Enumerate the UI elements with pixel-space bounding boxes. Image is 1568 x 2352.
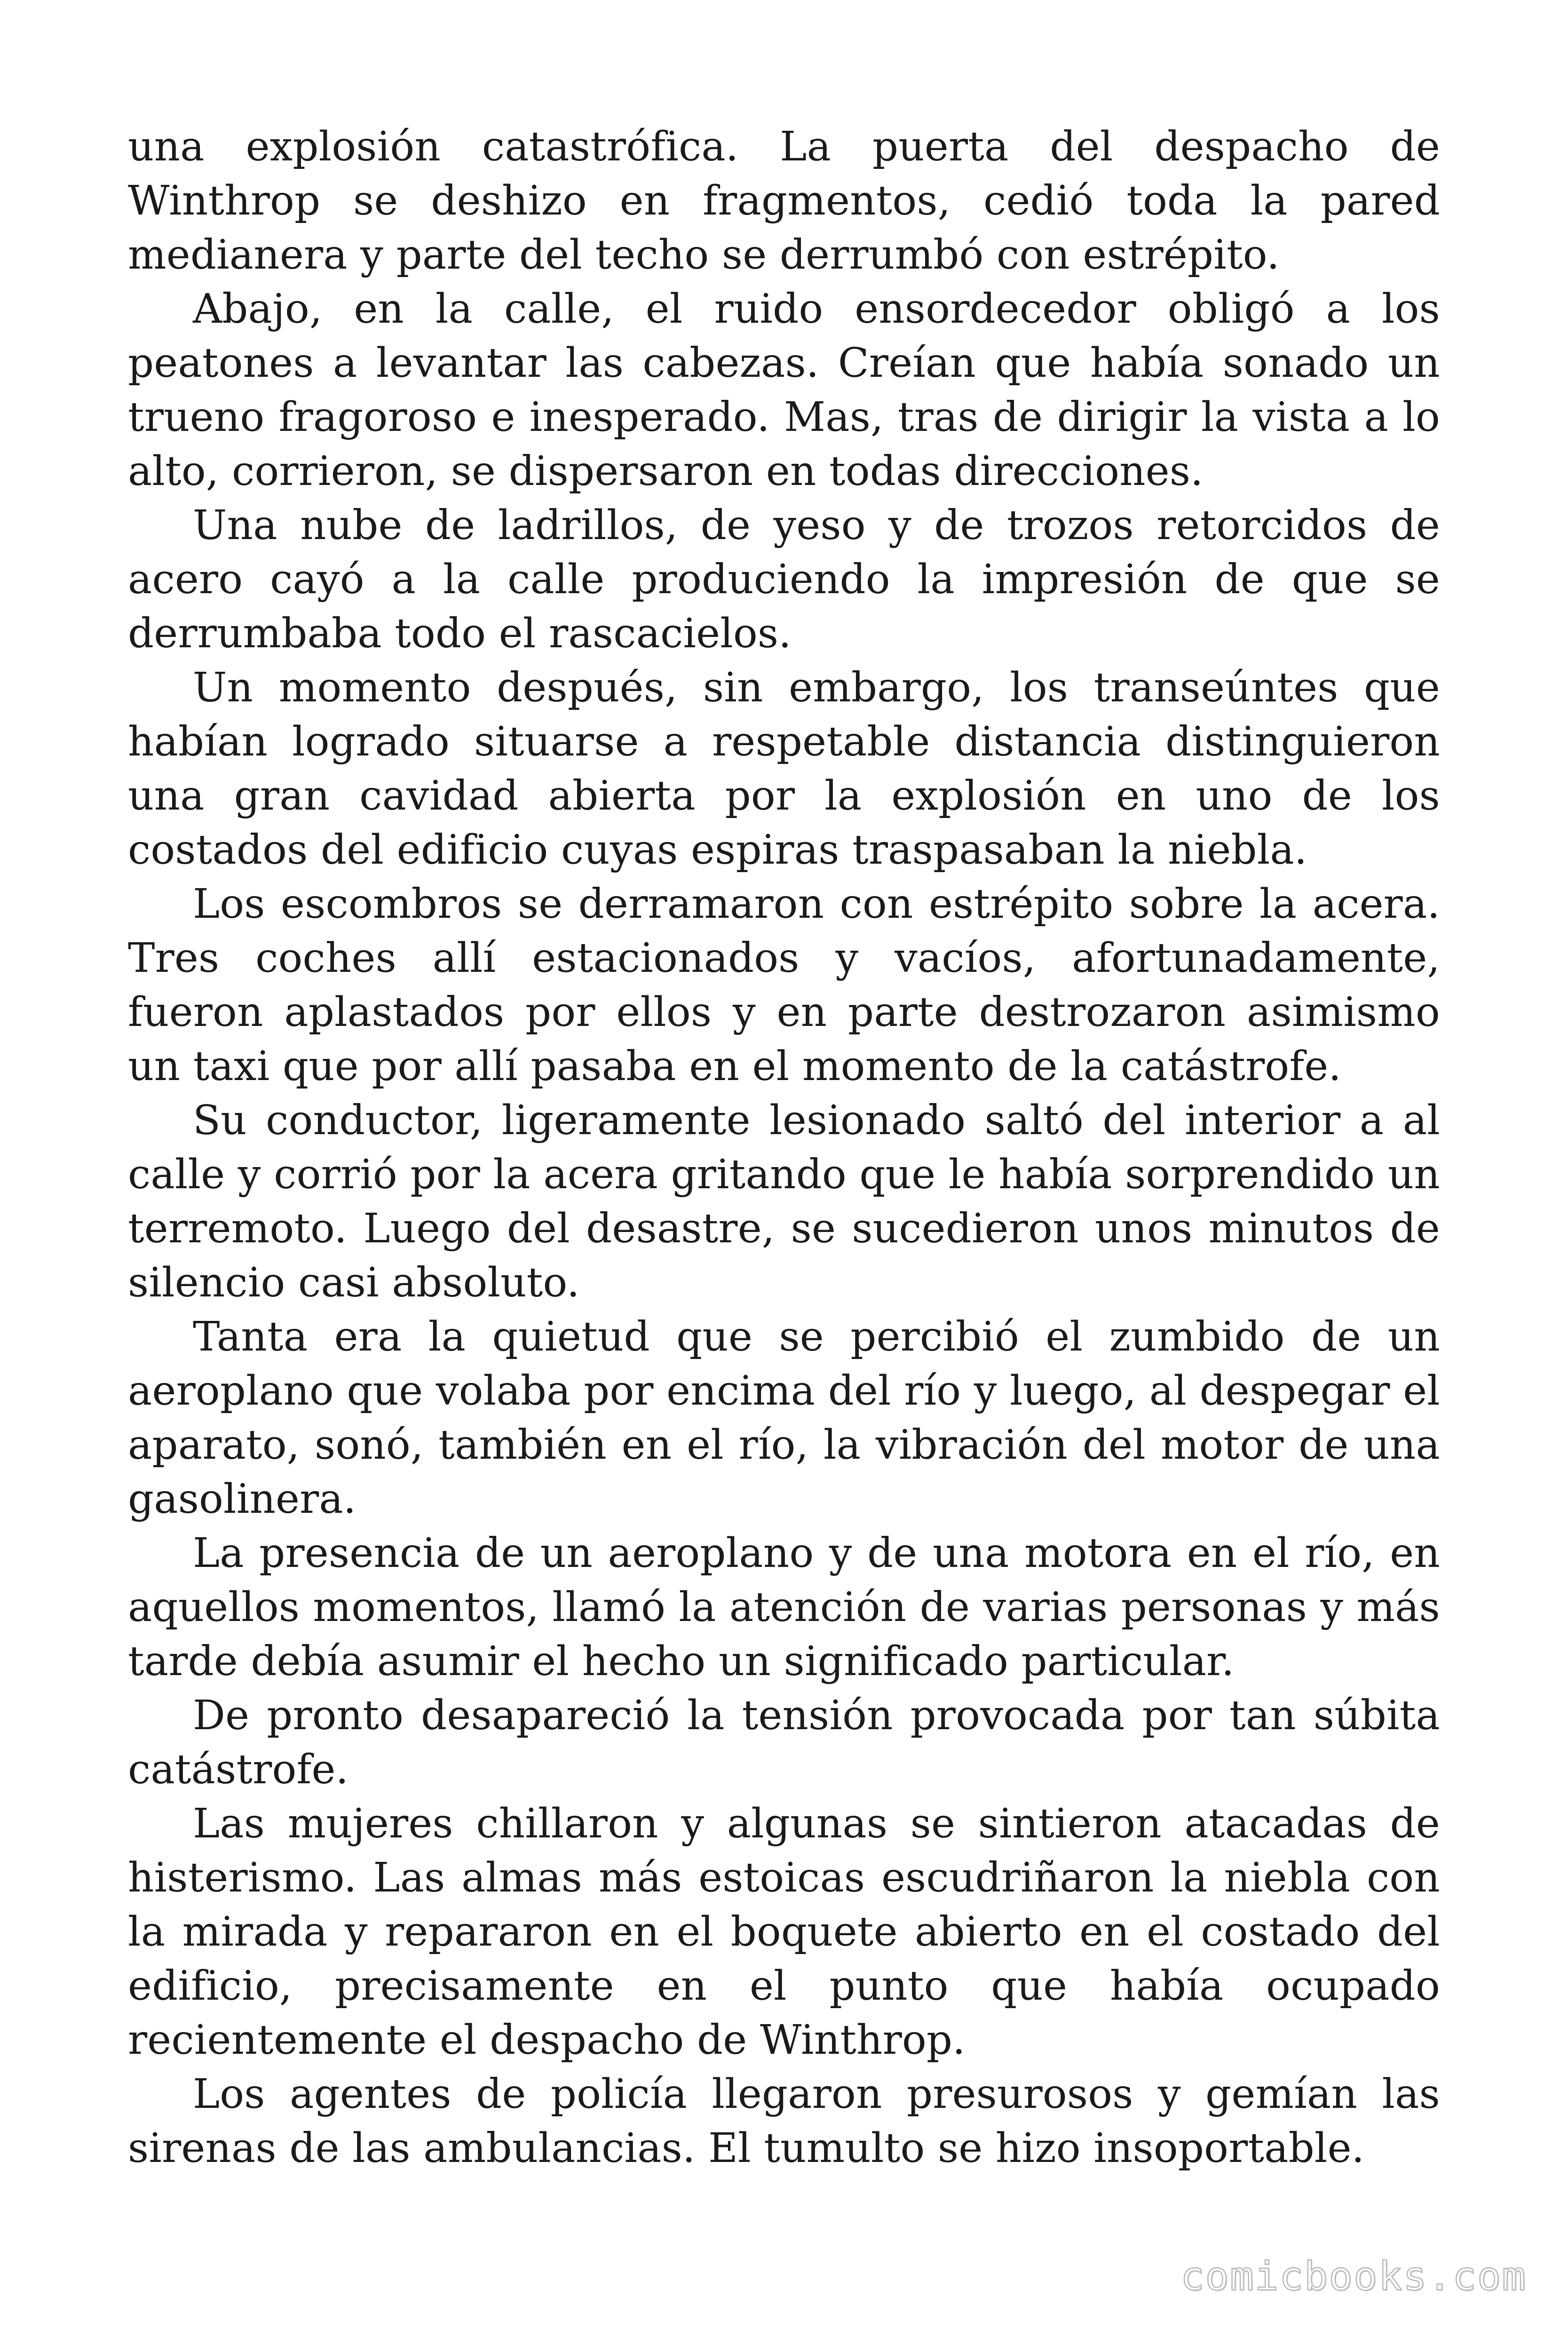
paragraph-8: La presencia de un aeroplano y de una motora en el río, en aquellos momentos, llamó la atención de varias personas y más tarde debía asumir el hecho un significado particular.: [128, 1530, 1440, 1685]
paragraph-7: Tanta era la quietud que se percibió el zumbido de un aeroplano que volaba por encima del río y luego, al despegar el aparato, sonó, también en el río, la vibración del motor de una gasolinera.: [128, 1313, 1440, 1523]
paragraph-4: Un momento después, sin embargo, los transeúntes que habían logrado situarse a respetable distancia distinguieron una gran cavidad abierta por la explosión en uno de los costados del edificio cuyas espiras traspasaban la niebla.: [128, 664, 1440, 874]
paragraph-2: Abajo, en la calle, el ruido ensordecedor obligó a los peatones a levantar las cabezas. Creían que había sonado un trueno fragoroso e inesperado. Mas, tras de dirigir la vista a lo alto, corrieron, se dispersaron en todas direcciones.: [128, 286, 1440, 495]
paragraph-11: Los agentes de policía llegaron presurosos y gemían las sirenas de las ambulancias. El tumulto se hizo insoportable.: [128, 2071, 1440, 2172]
paragraph-1: una explosión catastrófica. La puerta del despacho de Winthrop se deshizo en fragmentos, cedió toda la pared medianera y parte del techo se derrumbó con estrépito.: [128, 123, 1440, 278]
watermark: comicbooks.com: [1180, 2253, 1527, 2299]
paragraph-6: Su conductor, ligeramente lesionado saltó del interior a al calle y corrió por la acera gritando que le había sorprendido un terremoto. Luego del desastre, se sucedieron unos minutos de silencio casi absoluto.: [128, 1097, 1440, 1306]
paragraph-9: De pronto desapareció la tensión provocada por tan súbita catástrofe.: [128, 1692, 1440, 1793]
paragraph-3: Una nube de ladrillos, de yeso y de trozos retorcidos de acero cayó a la calle produciendo la impresión de que se derrumbaba todo el rascacielos.: [128, 502, 1440, 657]
body-text: [128, 120, 1440, 2176]
paragraph-5: Los escombros se derramaron con estrépito sobre la acera. Tres coches allí estacionados y vacíos, afortunadamente, fueron aplastados por ellos y en parte destrozaron asimismo un taxi que por allí pasaba en el momento de la catástrofe.: [128, 881, 1440, 1090]
paragraph-10: Las mujeres chillaron y algunas se sintieron atacadas de histerismo. Las almas más estoicas escudriñaron la niebla con la mirada y repararon en el boquete abierto en el costado del edificio, precisamente en el punto que había ocupado recientemente el despacho de Winthrop.: [128, 1800, 1440, 2064]
